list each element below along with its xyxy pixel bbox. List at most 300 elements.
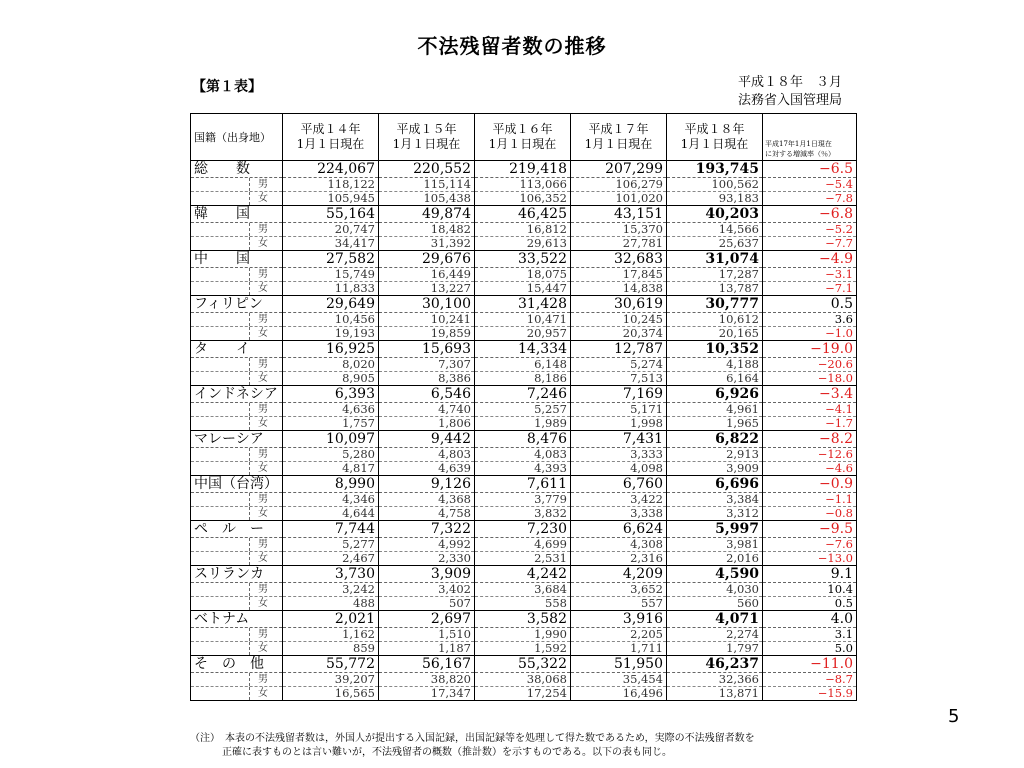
sex-label-cell xyxy=(191,507,283,521)
value-cell: 6,822 xyxy=(667,431,763,448)
value-cell: 31,392 xyxy=(379,237,475,251)
sex-label-cell xyxy=(191,597,283,611)
value-cell: 14,838 xyxy=(571,282,667,296)
value-cell: 488 xyxy=(283,597,379,611)
rate-cell: −4.9 xyxy=(763,251,857,268)
table-row xyxy=(191,673,857,687)
sex-label: 女 xyxy=(249,687,268,700)
value-cell: 19,859 xyxy=(379,327,475,341)
value-cell: 10,352 xyxy=(667,341,763,358)
value-cell: 3,312 xyxy=(667,507,763,521)
sex-label: 男 xyxy=(249,538,268,551)
value-cell: 3,981 xyxy=(667,538,763,552)
sex-label-cell xyxy=(191,372,283,386)
value-cell: 38,820 xyxy=(379,673,475,687)
table-row xyxy=(191,628,857,642)
rate-cell: −4.6 xyxy=(763,462,857,476)
value-cell: 10,097 xyxy=(283,431,379,448)
rate-cell: −18.0 xyxy=(763,372,857,386)
value-cell: 4,644 xyxy=(283,507,379,521)
value-cell: 558 xyxy=(475,597,571,611)
value-cell: 49,874 xyxy=(379,206,475,223)
value-cell: 193,745 xyxy=(667,161,763,178)
value-cell: 16,449 xyxy=(379,268,475,282)
rate-cell: −11.0 xyxy=(763,656,857,673)
value-cell: 4,803 xyxy=(379,448,475,462)
value-cell: 20,747 xyxy=(283,223,379,237)
value-cell: 46,425 xyxy=(475,206,571,223)
value-cell: 3,652 xyxy=(571,583,667,597)
value-cell: 30,100 xyxy=(379,296,475,313)
value-cell: 4,393 xyxy=(475,462,571,476)
table-row xyxy=(191,192,857,206)
value-cell: 31,074 xyxy=(667,251,763,268)
value-cell: 3,333 xyxy=(571,448,667,462)
rate-cell: −8.2 xyxy=(763,431,857,448)
value-cell: 16,925 xyxy=(283,341,379,358)
value-cell: 10,241 xyxy=(379,313,475,327)
value-cell: 19,193 xyxy=(283,327,379,341)
sex-label: 男 xyxy=(249,358,268,371)
value-cell: 38,068 xyxy=(475,673,571,687)
sex-label-cell xyxy=(191,493,283,507)
table-row xyxy=(191,687,857,701)
rate-cell: −1.0 xyxy=(763,327,857,341)
country-name: 総 数 xyxy=(191,161,283,178)
value-cell: 4,209 xyxy=(571,566,667,583)
value-cell: 3,338 xyxy=(571,507,667,521)
sex-label: 女 xyxy=(249,372,268,385)
value-cell: 31,428 xyxy=(475,296,571,313)
value-cell: 3,422 xyxy=(571,493,667,507)
value-cell: 33,522 xyxy=(475,251,571,268)
sex-label: 男 xyxy=(249,628,268,641)
table-row xyxy=(191,493,857,507)
value-cell: 207,299 xyxy=(571,161,667,178)
sex-label-cell xyxy=(191,687,283,701)
rate-cell: 10.4 xyxy=(763,583,857,597)
rate-cell: −0.9 xyxy=(763,476,857,493)
table-row xyxy=(191,566,857,583)
value-cell: 5,280 xyxy=(283,448,379,462)
table-row xyxy=(191,178,857,192)
value-cell: 10,612 xyxy=(667,313,763,327)
value-cell: 56,167 xyxy=(379,656,475,673)
table-row xyxy=(191,296,857,313)
country-name: マレーシア xyxy=(191,431,283,448)
table-body xyxy=(191,161,857,701)
value-cell: 101,020 xyxy=(571,192,667,206)
rate-cell: 9.1 xyxy=(763,566,857,583)
sex-label-cell xyxy=(191,417,283,431)
sex-label: 女 xyxy=(249,462,268,475)
sex-label: 男 xyxy=(249,313,268,326)
value-cell: 1,711 xyxy=(571,642,667,656)
table-row xyxy=(191,341,857,358)
rate-cell: −6.8 xyxy=(763,206,857,223)
value-cell: 8,186 xyxy=(475,372,571,386)
value-cell: 40,203 xyxy=(667,206,763,223)
value-cell: 17,287 xyxy=(667,268,763,282)
rate-cell: −7.8 xyxy=(763,192,857,206)
value-cell: 4,992 xyxy=(379,538,475,552)
sex-label: 男 xyxy=(249,448,268,461)
table-row xyxy=(191,583,857,597)
value-cell: 7,169 xyxy=(571,386,667,403)
sex-label: 女 xyxy=(249,417,268,430)
value-cell: 4,636 xyxy=(283,403,379,417)
value-cell: 4,346 xyxy=(283,493,379,507)
value-cell: 7,611 xyxy=(475,476,571,493)
table-row xyxy=(191,223,857,237)
country-name: ペ ル ー xyxy=(191,521,283,538)
country-name: ベトナム xyxy=(191,611,283,628)
table-row xyxy=(191,642,857,656)
value-cell: 4,590 xyxy=(667,566,763,583)
value-cell: 6,148 xyxy=(475,358,571,372)
footnote-line-2: 正確に表すものとは言い難いが，不法残留者の概数（推計数）を示すものである。以下の表も同じ。 xyxy=(222,747,672,758)
header-year: 平成１５年 1月１日現在 xyxy=(379,114,475,161)
sex-label-cell xyxy=(191,178,283,192)
value-cell: 55,164 xyxy=(283,206,379,223)
rate-cell: 3.1 xyxy=(763,628,857,642)
value-cell: 10,245 xyxy=(571,313,667,327)
sex-label: 女 xyxy=(249,282,268,295)
table-row xyxy=(191,656,857,673)
source-date: 平成１８年 ３月 xyxy=(737,75,842,90)
header-rate-spacer xyxy=(763,114,857,137)
table-row xyxy=(191,462,857,476)
value-cell: 6,926 xyxy=(667,386,763,403)
table-row xyxy=(191,403,857,417)
sex-label: 女 xyxy=(249,597,268,610)
value-cell: 30,619 xyxy=(571,296,667,313)
value-cell: 3,916 xyxy=(571,611,667,628)
value-cell: 4,699 xyxy=(475,538,571,552)
sex-label: 男 xyxy=(249,493,268,506)
value-cell: 2,913 xyxy=(667,448,763,462)
value-cell: 2,274 xyxy=(667,628,763,642)
value-cell: 14,334 xyxy=(475,341,571,358)
value-cell: 20,957 xyxy=(475,327,571,341)
value-cell: 14,566 xyxy=(667,223,763,237)
header-year: 平成１４年 1月１日現在 xyxy=(283,114,379,161)
value-cell: 557 xyxy=(571,597,667,611)
sex-label-cell xyxy=(191,448,283,462)
value-cell: 25,637 xyxy=(667,237,763,251)
value-cell: 6,393 xyxy=(283,386,379,403)
value-cell: 17,254 xyxy=(475,687,571,701)
rate-cell: −3.1 xyxy=(763,268,857,282)
sex-label: 女 xyxy=(249,327,268,340)
value-cell: 4,242 xyxy=(475,566,571,583)
value-cell: 106,279 xyxy=(571,178,667,192)
value-cell: 12,787 xyxy=(571,341,667,358)
value-cell: 4,639 xyxy=(379,462,475,476)
value-cell: 55,322 xyxy=(475,656,571,673)
page-title: 不法残留者数の推移 xyxy=(417,34,607,58)
value-cell: 105,438 xyxy=(379,192,475,206)
value-cell: 4,758 xyxy=(379,507,475,521)
value-cell: 6,624 xyxy=(571,521,667,538)
table-row xyxy=(191,327,857,341)
overstayer-table xyxy=(190,113,857,701)
sex-label-cell xyxy=(191,673,283,687)
value-cell: 7,246 xyxy=(475,386,571,403)
rate-cell: −12.6 xyxy=(763,448,857,462)
sex-label: 女 xyxy=(249,507,268,520)
table-row xyxy=(191,237,857,251)
sex-label-cell xyxy=(191,462,283,476)
rate-cell: −4.1 xyxy=(763,403,857,417)
value-cell: 27,781 xyxy=(571,237,667,251)
page-number: 5 xyxy=(948,706,960,727)
value-cell: 8,020 xyxy=(283,358,379,372)
sex-label-cell xyxy=(191,403,283,417)
value-cell: 1,965 xyxy=(667,417,763,431)
value-cell: 3,582 xyxy=(475,611,571,628)
country-name: 中 国 xyxy=(191,251,283,268)
value-cell: 43,151 xyxy=(571,206,667,223)
value-cell: 32,683 xyxy=(571,251,667,268)
value-cell: 29,613 xyxy=(475,237,571,251)
table-row xyxy=(191,206,857,223)
value-cell: 3,779 xyxy=(475,493,571,507)
value-cell: 560 xyxy=(667,597,763,611)
table-row xyxy=(191,431,857,448)
value-cell: 7,230 xyxy=(475,521,571,538)
value-cell: 29,649 xyxy=(283,296,379,313)
value-cell: 35,454 xyxy=(571,673,667,687)
table-row xyxy=(191,448,857,462)
value-cell: 3,684 xyxy=(475,583,571,597)
rate-cell: −19.0 xyxy=(763,341,857,358)
value-cell: 106,352 xyxy=(475,192,571,206)
value-cell: 2,467 xyxy=(283,552,379,566)
source-agency: 法務省入国管理局 xyxy=(737,93,842,108)
table-row xyxy=(191,161,857,178)
value-cell: 34,417 xyxy=(283,237,379,251)
sex-label: 男 xyxy=(249,673,268,686)
rate-cell: −9.5 xyxy=(763,521,857,538)
rate-cell: −1.7 xyxy=(763,417,857,431)
value-cell: 27,582 xyxy=(283,251,379,268)
sex-label-cell xyxy=(191,237,283,251)
value-cell: 13,787 xyxy=(667,282,763,296)
table-row xyxy=(191,251,857,268)
table-row xyxy=(191,521,857,538)
value-cell: 1,510 xyxy=(379,628,475,642)
value-cell: 220,552 xyxy=(379,161,475,178)
country-name: 中国（台湾） xyxy=(191,476,283,493)
value-cell: 4,817 xyxy=(283,462,379,476)
sex-label: 男 xyxy=(249,583,268,596)
sex-label: 女 xyxy=(249,192,268,205)
sex-label-cell xyxy=(191,583,283,597)
value-cell: 93,183 xyxy=(667,192,763,206)
value-cell: 3,832 xyxy=(475,507,571,521)
sex-label: 女 xyxy=(249,552,268,565)
value-cell: 1,806 xyxy=(379,417,475,431)
value-cell: 2,531 xyxy=(475,552,571,566)
value-cell: 4,071 xyxy=(667,611,763,628)
value-cell: 4,098 xyxy=(571,462,667,476)
value-cell: 7,307 xyxy=(379,358,475,372)
value-cell: 105,945 xyxy=(283,192,379,206)
table-row xyxy=(191,476,857,493)
value-cell: 4,368 xyxy=(379,493,475,507)
sex-label-cell xyxy=(191,282,283,296)
rate-cell: 4.0 xyxy=(763,611,857,628)
value-cell: 10,456 xyxy=(283,313,379,327)
table-row xyxy=(191,372,857,386)
country-name: そ の 他 xyxy=(191,656,283,673)
value-cell: 29,676 xyxy=(379,251,475,268)
value-cell: 3,384 xyxy=(667,493,763,507)
value-cell: 15,370 xyxy=(571,223,667,237)
value-cell: 5,257 xyxy=(475,403,571,417)
value-cell: 3,909 xyxy=(667,462,763,476)
value-cell: 859 xyxy=(283,642,379,656)
value-cell: 11,833 xyxy=(283,282,379,296)
value-cell: 2,205 xyxy=(571,628,667,642)
footnote xyxy=(190,732,890,760)
table-row xyxy=(191,507,857,521)
value-cell: 4,740 xyxy=(379,403,475,417)
value-cell: 4,308 xyxy=(571,538,667,552)
value-cell: 1,989 xyxy=(475,417,571,431)
value-cell: 51,950 xyxy=(571,656,667,673)
rate-cell: −7.6 xyxy=(763,538,857,552)
value-cell: 4,188 xyxy=(667,358,763,372)
country-name: インドネシア xyxy=(191,386,283,403)
value-cell: 6,696 xyxy=(667,476,763,493)
table-row xyxy=(191,552,857,566)
value-cell: 8,990 xyxy=(283,476,379,493)
header-year: 平成１８年 1月１日現在 xyxy=(667,114,763,161)
rate-cell: −1.1 xyxy=(763,493,857,507)
sex-label: 男 xyxy=(249,178,268,191)
value-cell: 20,165 xyxy=(667,327,763,341)
rate-cell: −3.4 xyxy=(763,386,857,403)
rate-cell: 3.6 xyxy=(763,313,857,327)
value-cell: 10,471 xyxy=(475,313,571,327)
sex-label: 男 xyxy=(249,403,268,416)
value-cell: 8,386 xyxy=(379,372,475,386)
value-cell: 224,067 xyxy=(283,161,379,178)
value-cell: 13,871 xyxy=(667,687,763,701)
value-cell: 2,016 xyxy=(667,552,763,566)
value-cell: 30,777 xyxy=(667,296,763,313)
header-year: 平成１７年 1月１日現在 xyxy=(571,114,667,161)
value-cell: 9,442 xyxy=(379,431,475,448)
rate-cell: 0.5 xyxy=(763,296,857,313)
value-cell: 1,187 xyxy=(379,642,475,656)
value-cell: 32,366 xyxy=(667,673,763,687)
value-cell: 16,565 xyxy=(283,687,379,701)
value-cell: 7,322 xyxy=(379,521,475,538)
table-row xyxy=(191,597,857,611)
value-cell: 18,482 xyxy=(379,223,475,237)
table-row xyxy=(191,282,857,296)
sex-label: 女 xyxy=(249,642,268,655)
value-cell: 4,083 xyxy=(475,448,571,462)
value-cell: 4,961 xyxy=(667,403,763,417)
rate-cell: −0.8 xyxy=(763,507,857,521)
value-cell: 17,347 xyxy=(379,687,475,701)
value-cell: 1,998 xyxy=(571,417,667,431)
rate-cell: 5.0 xyxy=(763,642,857,656)
value-cell: 39,207 xyxy=(283,673,379,687)
value-cell: 2,330 xyxy=(379,552,475,566)
sex-label-cell xyxy=(191,268,283,282)
country-name: タ イ xyxy=(191,341,283,358)
value-cell: 55,772 xyxy=(283,656,379,673)
country-name: 韓 国 xyxy=(191,206,283,223)
value-cell: 3,242 xyxy=(283,583,379,597)
value-cell: 113,066 xyxy=(475,178,571,192)
table-row xyxy=(191,611,857,628)
sex-label: 女 xyxy=(249,237,268,250)
country-name: スリランカ xyxy=(191,566,283,583)
value-cell: 507 xyxy=(379,597,475,611)
value-cell: 7,744 xyxy=(283,521,379,538)
value-cell: 5,274 xyxy=(571,358,667,372)
value-cell: 2,316 xyxy=(571,552,667,566)
source-block xyxy=(738,74,842,110)
value-cell: 7,431 xyxy=(571,431,667,448)
sex-label-cell xyxy=(191,358,283,372)
value-cell: 6,546 xyxy=(379,386,475,403)
sex-label: 男 xyxy=(249,268,268,281)
table-row xyxy=(191,268,857,282)
rate-cell: −5.4 xyxy=(763,178,857,192)
header-row xyxy=(191,114,857,137)
value-cell: 3,730 xyxy=(283,566,379,583)
value-cell: 2,021 xyxy=(283,611,379,628)
rate-cell: −5.2 xyxy=(763,223,857,237)
rate-cell: −7.1 xyxy=(763,282,857,296)
header-year: 平成１６年 1月１日現在 xyxy=(475,114,571,161)
rate-cell: 0.5 xyxy=(763,597,857,611)
table-row xyxy=(191,358,857,372)
table-row xyxy=(191,386,857,403)
sex-label-cell xyxy=(191,642,283,656)
value-cell: 1,797 xyxy=(667,642,763,656)
rate-cell: −20.6 xyxy=(763,358,857,372)
sex-label-cell xyxy=(191,538,283,552)
sex-label-cell xyxy=(191,192,283,206)
value-cell: 13,227 xyxy=(379,282,475,296)
header-country: 国籍（出身地） xyxy=(191,114,283,161)
value-cell: 1,990 xyxy=(475,628,571,642)
rate-cell: −6.5 xyxy=(763,161,857,178)
rate-cell: −13.0 xyxy=(763,552,857,566)
value-cell: 4,030 xyxy=(667,583,763,597)
table-label: 【第１表】 xyxy=(192,79,262,95)
value-cell: 17,845 xyxy=(571,268,667,282)
value-cell: 15,749 xyxy=(283,268,379,282)
sex-label-cell xyxy=(191,313,283,327)
value-cell: 1,757 xyxy=(283,417,379,431)
header-rate: 平成17年1月1日現在 に対する増減率（％） xyxy=(763,136,857,161)
value-cell: 5,171 xyxy=(571,403,667,417)
value-cell: 219,418 xyxy=(475,161,571,178)
sex-label-cell xyxy=(191,628,283,642)
value-cell: 2,697 xyxy=(379,611,475,628)
value-cell: 100,562 xyxy=(667,178,763,192)
value-cell: 18,075 xyxy=(475,268,571,282)
